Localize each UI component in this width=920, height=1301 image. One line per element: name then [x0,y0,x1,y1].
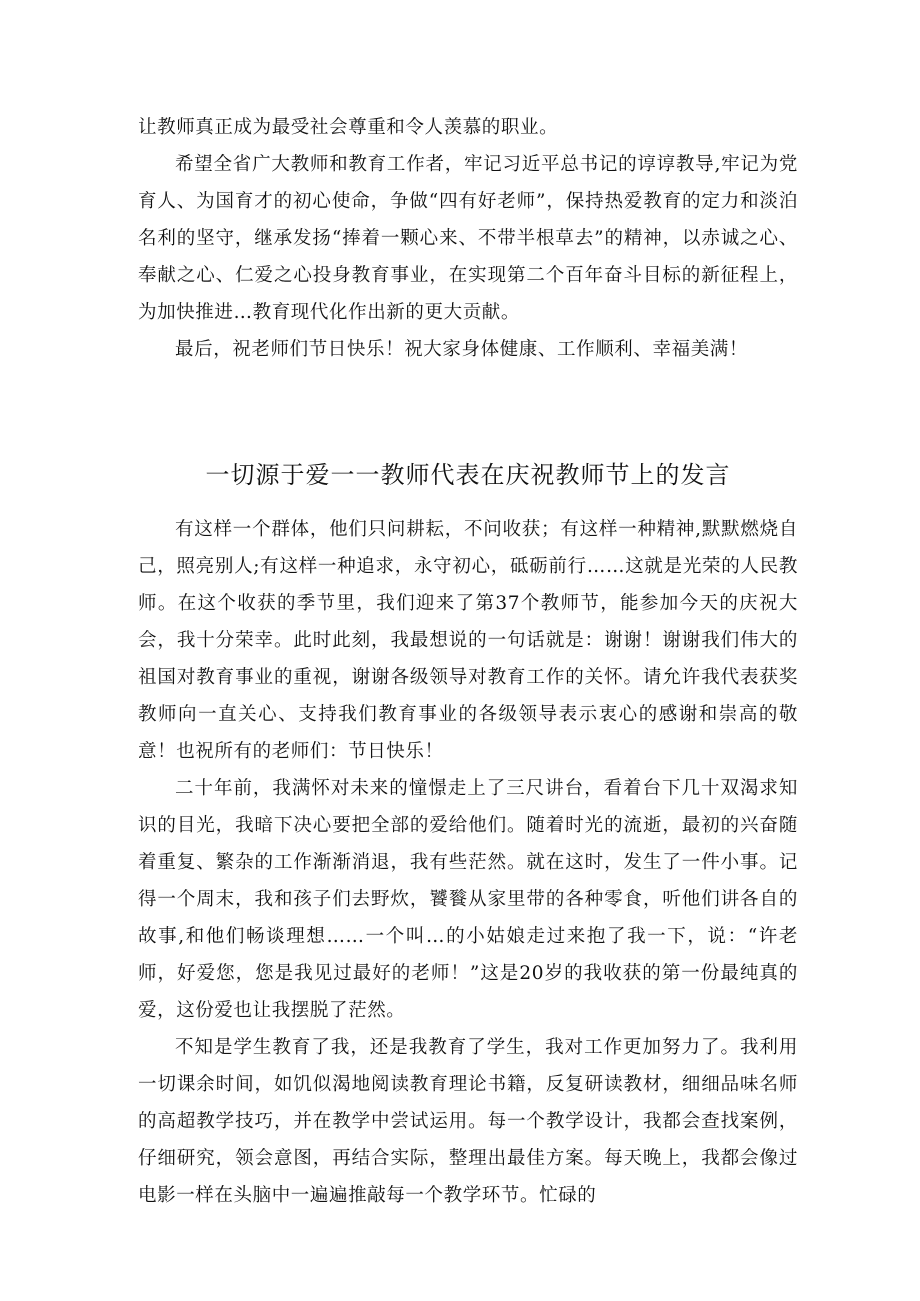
speech-body [138,511,798,1214]
closing-section [138,109,798,368]
paragraph: 有这样一个群体，他们只问耕耘，不问收获；有这样一种精神,默默燃烧自己，照亮别人;有这样一种追求，永守初心，砥砺前行……这就是光荣的人民教师。在这个收获的季节里，我们迎来了第37个教师节，能参加今天的庆祝大会，我十分荣幸。此时此刻，我最想说的一句话就是：谢谢！谢谢我们伟大的祖国对教育事业的重视，谢谢各级领导对教育工作的关怀。请允许我代表获奖教师向一直关心、支持我们教育事业的各级领导表示衷心的感谢和崇高的敬意！也祝所有的老师们：节日快乐！ [138,519,798,762]
paragraph: 希望全省广大教师和教育工作者，牢记习近平总书记的谆谆教导,牢记为党育人、为国育才的初心使命，争做“四有好老师”，保持热爱教育的定力和淡泊名利的坚守，继承发扬“捧着一颗心来、不带半根草去”的精神，以赤诚之心、奉献之心、仁爱之心投身教育事业，在实现第二个百年奋斗目标的新征程上，为加快推进…教育现代化作出新的更大贡献。 [138,154,798,323]
paragraph: 让教师真正成为最受社会尊重和令人羡慕的职业。 [138,117,559,138]
paragraph: 不知是学生教育了我，还是我教育了学生，我对工作更加努力了。我利用一切课余时间，如饥似渴地阅读教育理论书籍，反复研读教材，细细品味名师的高超教学技巧，并在教学中尝试运用。每一个教学设计，我都会查找案例，仔细研究，领会意图，再结合实际，整理出最佳方案。每天晚上，我都会像过电影一样在头脑中一遍遍推敲每一个教学环节。忙碌的 [138,1037,798,1206]
paragraph: 最后，祝老师们节日快乐！祝大家身体健康、工作顺利、幸福美满！ [175,339,749,360]
speech-title: 一切源于爱一一教师代表在庆祝教师节上的发言 [205,461,731,489]
paragraph: 二十年前，我满怀对未来的憧憬走上了三尺讲台，看着台下几十双渴求知识的目光，我暗下决心要把全部的爱给他们。随着时光的流逝，最初的兴奋随着重复、繁杂的工作渐渐消退，我有些茫然。就在这时，发生了一件小事。记得一个周末，我和孩子们去野炊，饕餮从家里带的各种零食，听他们讲各自的故事,和他们畅谈理想……一个叫…的小姑娘走过来抱了我一下，说：“许老师，好爱您，您是我见过最好的老师！”这是20岁的我收获的第一份最纯真的爱，这份爱也让我摆脱了茫然。 [138,778,798,1021]
